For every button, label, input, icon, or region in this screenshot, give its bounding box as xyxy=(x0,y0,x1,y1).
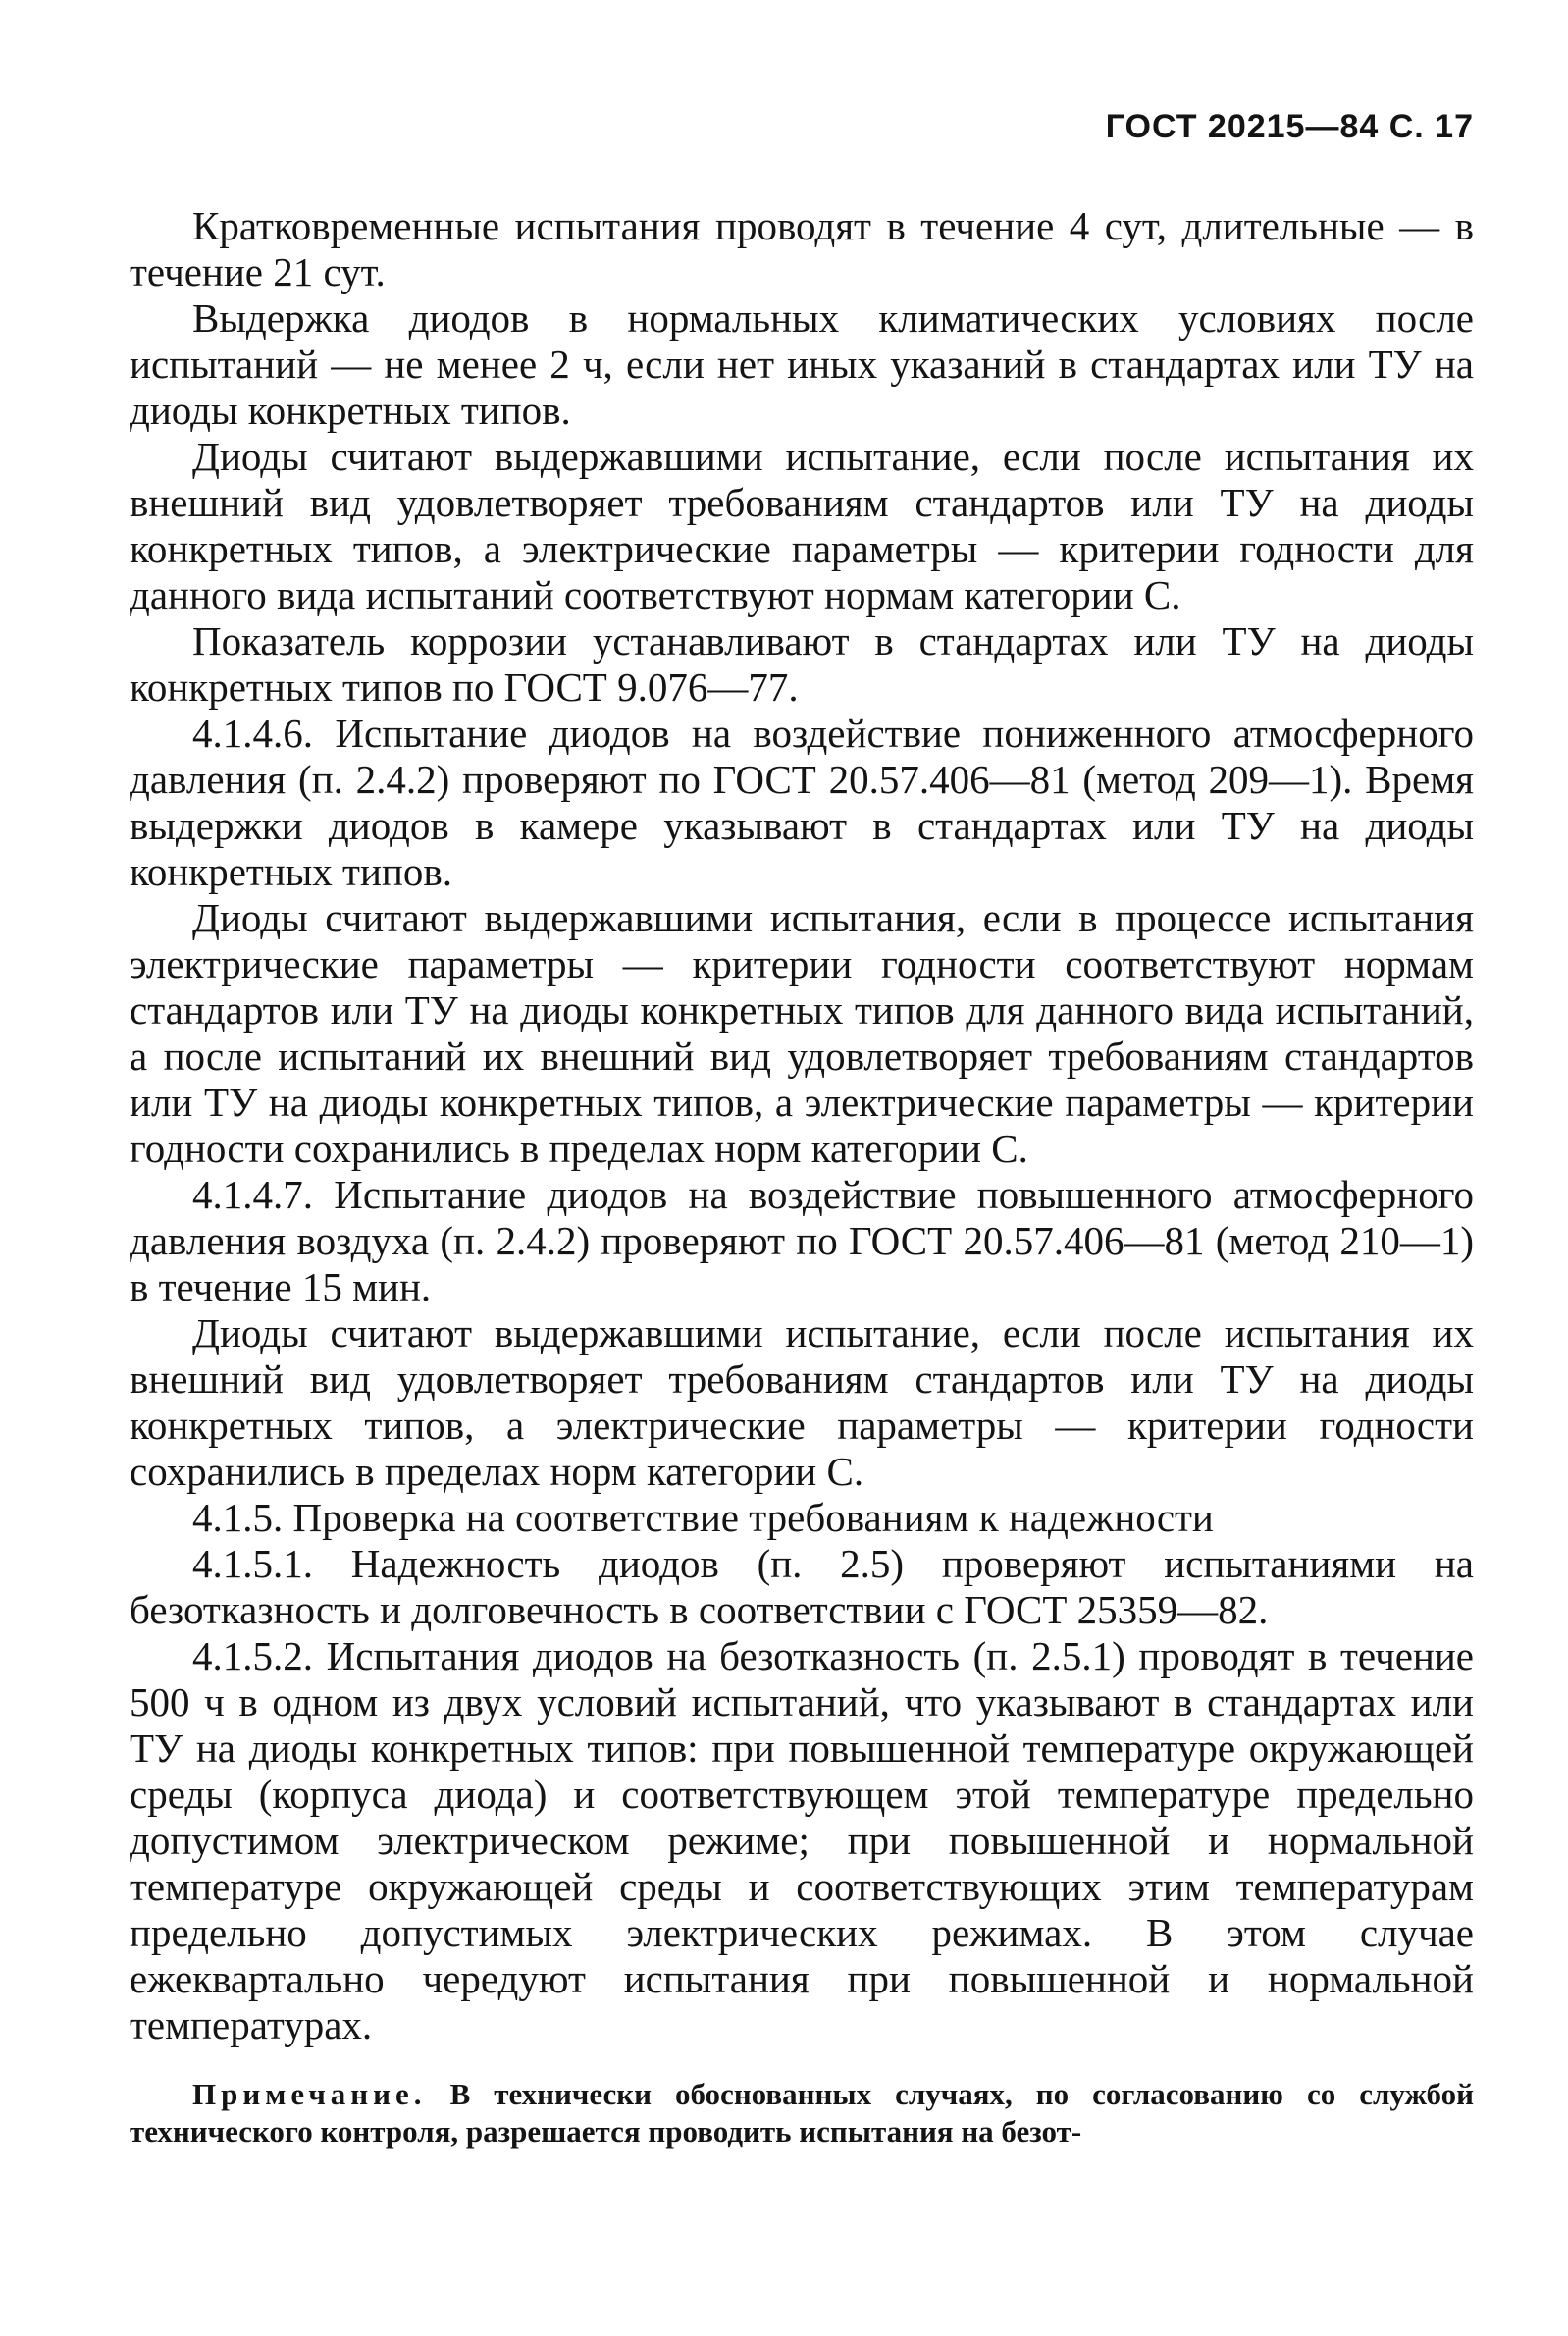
paragraph: 4.1.4.7. Испытание диодов на воздействие повышенного атмосферного давления воздуха (п. 2.4.2) проверяют по ГОСТ 20.57.406—81 (метод 210—1) в течение 15 мин. xyxy=(130,1172,1474,1309)
paragraph: Диоды считают выдержавшими испытание, если после испытания их внешний вид удовлетворяет требованиям стандартов или ТУ на диоды конкретных типов, а электрические параметры — критерии годности сохранились в пределах норм категории С. xyxy=(130,1310,1474,1494)
note xyxy=(130,2076,1474,2150)
paragraph: 4.1.5.2. Испытания диодов на безотказность (п. 2.5.1) проводят в течение 500 ч в одном из двух условий испытаний, что указывают в стандартах или ТУ на диоды конкретных типов: при повышенной температуре окружающей среды (корпуса диода) и соответствующем этой температуре предельно допустимом электрическом режиме; при повышенной и нормальной температуре окружающей среды и соответствующих этим температурам предельно допустимых электрических режимах. В этом случае ежеквартально чередуют испытания при повышенной и нормальной температурах. xyxy=(130,1633,1474,2047)
document-page xyxy=(130,108,1474,2181)
page-number: С. 17 xyxy=(1388,108,1474,145)
paragraph: Выдержка диодов в нормальных климатических условиях после испытаний — не менее 2 ч, если нет иных указаний в стандартах или ТУ на диоды конкретных типов. xyxy=(130,295,1474,433)
note-text: В технически обоснованных случаях, по согласованию со службой технического контроля, разрешается проводить испытания на безот- xyxy=(130,2077,1474,2149)
page-header xyxy=(130,108,1474,146)
note-label: Примечание. xyxy=(192,2077,427,2111)
paragraph: Диоды считают выдержавшими испытание, если после испытания их внешний вид удовлетворяет требованиям стандартов или ТУ на диоды конкретных типов, а электрические параметры — критерии годности для данного вида испытаний соответствуют нормам категории С. xyxy=(130,434,1474,617)
paragraph: Показатель коррозии устанавливают в стандартах или ТУ на диоды конкретных типов по ГОСТ 9.076—77. xyxy=(130,618,1474,710)
paragraph: 4.1.5.1. Надежность диодов (п. 2.5) проверяют испытаниями на безотказность и долговечность в соответствии с ГОСТ 25359—82. xyxy=(130,1541,1474,1632)
paragraph: Диоды считают выдержавшими испытания, если в процессе испытания электрические параметры — критерии годности соответствуют нормам стандартов или ТУ на диоды конкретных типов для данного вида испытаний, а после испытаний их внешний вид удовлетворяет требованиям стандартов или ТУ на диоды конкретных типов, а электрические параметры — критерии годности сохранились в пределах норм категории С. xyxy=(130,895,1474,1171)
paragraph: 4.1.4.6. Испытание диодов на воздействие пониженного атмосферного давления (п. 2.4.2) проверяют по ГОСТ 20.57.406—81 (метод 209—1). Время выдержки диодов в камере указывают в стандартах или ТУ на диоды конкретных типов. xyxy=(130,711,1474,894)
standard-number: ГОСТ 20215—84 xyxy=(1105,108,1380,145)
paragraph: Кратковременные испытания проводят в течение 4 сут, длительные — в течение 21 сут. xyxy=(130,203,1474,294)
section-heading: 4.1.5. Проверка на соответствие требованиям к надежности xyxy=(192,1495,1214,1540)
